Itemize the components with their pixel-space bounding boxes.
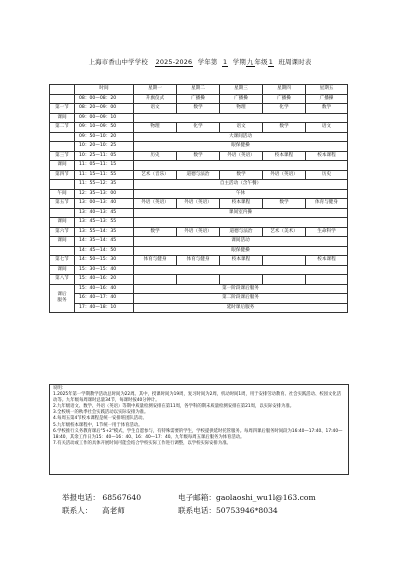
report-phone-value: 68567640: [102, 493, 142, 502]
contact-person: [62, 505, 125, 516]
period-label: [50, 208, 75, 218]
time-cell: 14：35—14：45: [75, 237, 134, 247]
subject-cell: 生命科学: [306, 227, 348, 237]
subject-cell: 体育与健身: [134, 256, 177, 266]
table-row: [50, 275, 348, 285]
subject-cell: 外语（英语）: [177, 199, 220, 209]
subject-cell: 广播操: [263, 94, 306, 104]
time-cell: 09：10—09：50: [75, 123, 134, 133]
subject-cell: 外语（英语）: [263, 170, 306, 180]
table-row: [50, 284, 348, 294]
timetable: [49, 84, 348, 313]
school-name: 上海市香山中学学校: [88, 58, 148, 66]
table-row: [50, 113, 348, 123]
period-label: 课间: [50, 218, 75, 228]
notes-heading: 说明：: [53, 386, 67, 391]
time-cell: 08：20—09：00: [75, 104, 134, 114]
time-cell: 16：40—17：40: [75, 294, 134, 304]
table-row: [50, 170, 348, 180]
period-label: 第五节: [50, 199, 75, 209]
subject-cell: 校本课程: [306, 151, 348, 161]
period-label: 第一节: [50, 104, 75, 114]
note-line: 5.九年级校本课程中，1节统一用于体育活动。: [53, 422, 143, 428]
activity-cell: 午休: [134, 189, 348, 199]
activity-cell: [134, 265, 348, 275]
subject-cell: 物理: [134, 123, 177, 133]
table-row: [50, 142, 348, 152]
table-row: [50, 208, 348, 218]
subject-cell: 道德与法治: [177, 170, 220, 180]
table-row: [50, 180, 348, 190]
period-label: 第四节: [50, 170, 75, 180]
subject-cell: 数学: [177, 104, 220, 114]
period-label: [50, 246, 75, 256]
note-line: 4.每周五第4节校本课程是统一安排班团队活动。: [53, 416, 147, 422]
report-phone: [62, 492, 141, 503]
subject-cell: 广播操: [220, 94, 263, 104]
grade-label: 年级: [254, 58, 268, 66]
report-phone-label: 举报电话：: [62, 493, 100, 502]
time-cell: 12：35—13：00: [75, 189, 134, 199]
subject-cell: 艺术（音乐）: [134, 170, 177, 180]
subject-cell: 数学: [263, 199, 306, 209]
table-row: [50, 218, 348, 228]
grade-value: 九: [246, 58, 254, 66]
after-school-label: 课后 服务: [50, 284, 75, 313]
time-cell: 09：50—10：20: [75, 132, 134, 142]
activity-cell: 延时课后服务: [134, 303, 348, 313]
table-row: [50, 256, 348, 266]
subject-cell: 校本课程: [220, 256, 263, 266]
email: [178, 492, 316, 503]
subject-cell: [263, 275, 306, 285]
note-line: 3.全校统一的秋季社会实践活动以实际安排为准。: [53, 410, 149, 416]
period-label: [50, 142, 75, 152]
period-label: 课间: [50, 113, 75, 123]
period-label: [50, 132, 75, 142]
subject-cell: 体育与健身: [306, 199, 348, 209]
period-label: 课间: [50, 161, 75, 171]
activity-cell: 大课间活动: [134, 132, 348, 142]
column-header: 星期二: [177, 85, 220, 95]
page-title: [0, 57, 400, 67]
subject-cell: 外语（英语）: [134, 199, 177, 209]
table-row: [50, 246, 348, 256]
time-cell: 09：00—09：10: [75, 113, 134, 123]
subject-cell: 历史: [134, 151, 177, 161]
subject-cell: 艺术（美术）: [263, 227, 306, 237]
activity-cell: 课间室内操: [134, 208, 348, 218]
subject-cell: [134, 275, 177, 285]
period-label: 第二节: [50, 123, 75, 133]
activity-cell: 课间活动: [134, 237, 348, 247]
subject-cell: 物理: [220, 104, 263, 114]
table-row: [50, 151, 348, 161]
table-row: [50, 132, 348, 142]
time-cell: 13：40—13：45: [75, 208, 134, 218]
time-cell: 11：05—11：15: [75, 161, 134, 171]
table-row: [50, 303, 348, 313]
column-header: 星期三: [220, 85, 263, 95]
notes-box: [49, 384, 349, 475]
note-line: 1.2025年第一学期教学活动总时间为22周。其中，授课时间为19周，复习时间为2周，机动时间1周，用于安排劳动教育、社会实践活动、校园文化活动等。九年级每周课时总量34节，每课时按40分钟计。: [53, 392, 342, 404]
column-header: 星期一: [134, 85, 177, 95]
table-row: [50, 104, 348, 114]
table-header-row: [50, 85, 348, 95]
table-row: [50, 123, 348, 133]
activity-cell: [134, 113, 348, 123]
subject-cell: 校本课程: [220, 199, 263, 209]
subject-cell: 数学: [177, 151, 220, 161]
time-cell: 11：55—12：35: [75, 180, 134, 190]
table-row: [50, 199, 348, 209]
table-row: [50, 237, 348, 247]
time-cell: 08：00—08：20: [75, 94, 134, 104]
email-label: 电子邮箱：: [178, 493, 216, 502]
activity-cell: [134, 161, 348, 171]
column-header: 星期四: [263, 85, 306, 95]
table-row: [50, 161, 348, 171]
subject-cell: 校本课程: [263, 151, 306, 161]
school-year: 2025-2026: [155, 58, 193, 66]
activity-cell: 第一阶段课后服务: [134, 284, 348, 294]
subject-cell: 语文: [134, 104, 177, 114]
subject-cell: [263, 256, 306, 266]
corner-cell: [50, 85, 75, 95]
period-label: [50, 180, 75, 190]
subject-cell: 道德与法治: [220, 227, 263, 237]
note-line: 6.学校推行义务教育课后"5+2"模式，学生自愿参与，有特殊需要的学生，学校提供延时托管服务。每周四课后服务时间段为16:40—17:40、17:40—18:40，其余工作日为15：40—16：40、16：40—17：40。九年级每周五课后服务为体育活动。: [53, 428, 343, 440]
table-row: [50, 227, 348, 237]
note-line: 2.九年级语文、数学、外语（英语）等期中质量检测安排在第11周，各学科的期末质量检测安排在第21周，以实际安排为准。: [53, 404, 295, 410]
activity-cell: 自主活动（含午餐）: [134, 180, 348, 190]
time-cell: 13：45—13：55: [75, 218, 134, 228]
table-row: [50, 265, 348, 275]
column-header: 时间: [75, 85, 134, 95]
table-row: [50, 189, 348, 199]
column-header: 星期五: [306, 85, 348, 95]
subject-cell: 外语（英语）: [220, 151, 263, 161]
subject-cell: 广播操: [177, 94, 220, 104]
contact-phone-value: 50753946*8034: [215, 506, 278, 515]
time-cell: 10：25—11：05: [75, 151, 134, 161]
subject-cell: 化学: [263, 104, 306, 114]
subject-cell: 语文: [220, 123, 263, 133]
note-line: 7.有关活动或工作的具体开展时间可能会结合学校实际工作进行调整，以学校实际安排为准。: [53, 440, 231, 446]
subject-cell: 体育与健身: [177, 256, 220, 266]
activity-cell: 眼保健操: [134, 142, 348, 152]
subject-cell: 广播操: [306, 94, 348, 104]
period-label: [50, 94, 75, 104]
period-label: 午间: [50, 189, 75, 199]
subject-cell: 校本课程: [306, 256, 348, 266]
email-value: gaolaoshi_wu1l@163.com: [215, 493, 316, 502]
activity-cell: [134, 218, 348, 228]
time-cell: 15：40—16：40: [75, 284, 134, 294]
subject-cell: 语文: [306, 123, 348, 133]
subject-cell: 历史: [306, 170, 348, 180]
subject-cell: 数学: [220, 170, 263, 180]
term-number: 1: [222, 58, 228, 66]
contact-phone-label: 联系电话：: [178, 506, 216, 515]
year-label: 学年第: [197, 58, 218, 66]
contact-person-label: 联系人：: [62, 506, 93, 515]
period-label: 第三节: [50, 151, 75, 161]
time-cell: 15：30—15：40: [75, 265, 134, 275]
subject-cell: 数学: [263, 123, 306, 133]
time-cell: 10：20—10：25: [75, 142, 134, 152]
time-cell: 17：40—18：10: [75, 303, 134, 313]
subject-cell: 数学: [134, 227, 177, 237]
table-row: [50, 294, 348, 304]
subject-cell: [220, 275, 263, 285]
contact-person-value: 高老师: [102, 506, 125, 515]
contact-phone: [178, 505, 278, 516]
time-cell: 11：15—11：55: [75, 170, 134, 180]
period-label: 第七节: [50, 256, 75, 266]
subject-cell: [306, 275, 348, 285]
table-row: [50, 94, 348, 104]
time-cell: 13：00—13：40: [75, 199, 134, 209]
class-label: 班周课时表: [278, 58, 312, 66]
class-number: 1: [268, 58, 273, 66]
activity-cell: 第二阶段课后服务: [134, 294, 348, 304]
period-label: 第六节: [50, 227, 75, 237]
subject-cell: 升旗仪式: [134, 94, 177, 104]
subject-cell: 化学: [177, 123, 220, 133]
subject-cell: 数学: [306, 104, 348, 114]
activity-cell: 眼保健操: [134, 246, 348, 256]
time-cell: 15：40—16：20: [75, 275, 134, 285]
period-label: 第八节: [50, 275, 75, 285]
subject-cell: [177, 275, 220, 285]
time-cell: 14：45—14：50: [75, 246, 134, 256]
period-label: 课间: [50, 237, 75, 247]
period-label: 课间: [50, 265, 75, 275]
subject-cell: 外语（英语）: [177, 227, 220, 237]
time-cell: 14：50—15：30: [75, 256, 134, 266]
time-cell: 13：55—14：35: [75, 227, 134, 237]
term-label: 学期: [232, 58, 246, 66]
